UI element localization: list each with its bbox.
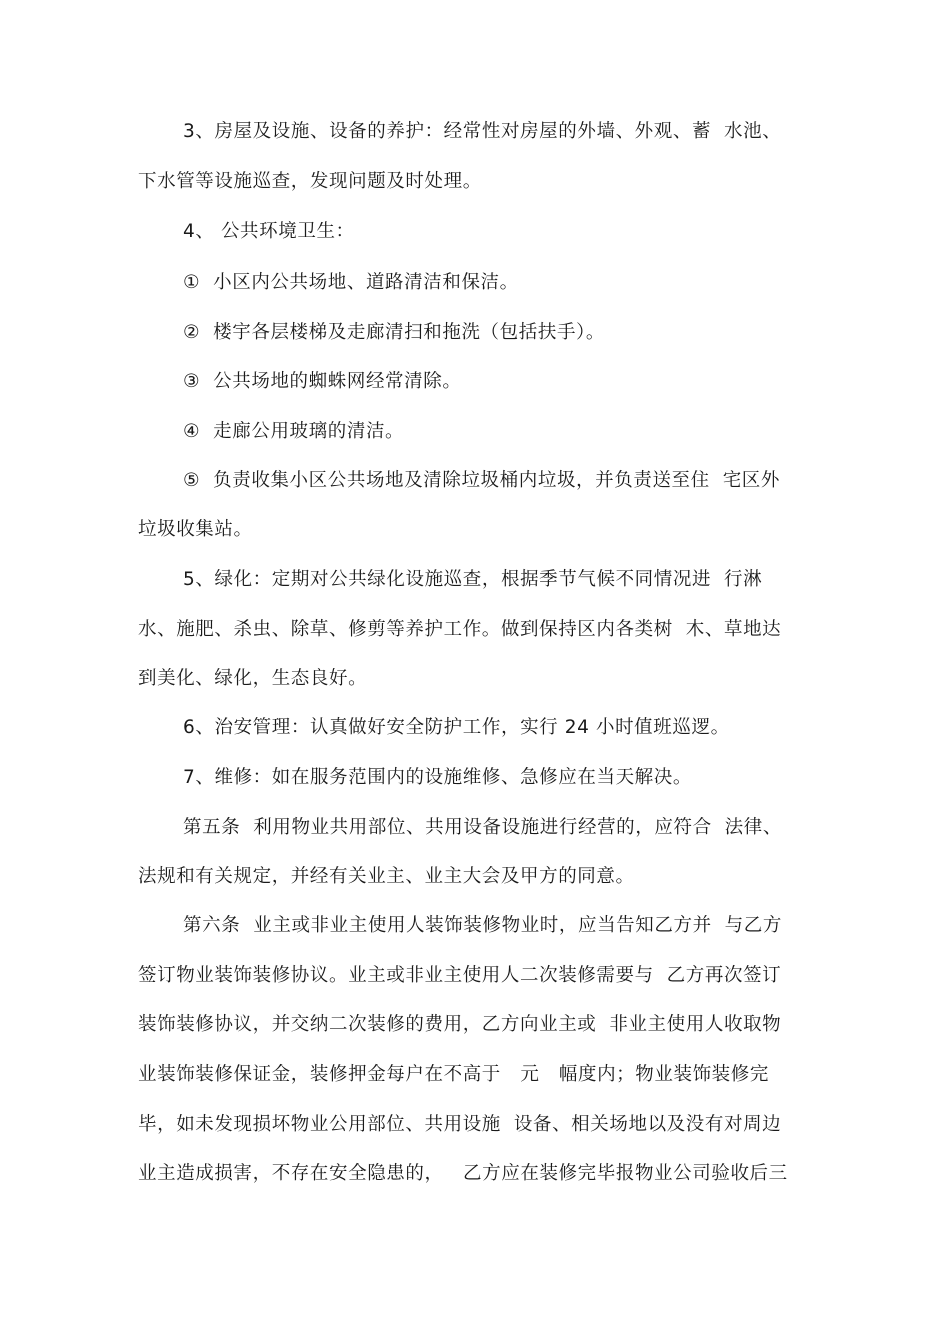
text-line: 毕，如未发现损坏物业公用部位、共用设施 设备、相关场地以及没有对周边 <box>138 1114 782 1135</box>
text-line: 7、维修：如在服务范围内的设施维修、急修应在当天解决。 <box>183 767 692 788</box>
text-line: 3、房屋及设施、设备的养护：经常性对房屋的外墙、外观、蓄 水池、 <box>183 121 782 142</box>
list-item: ④ 走廊公用玻璃的清洁。 <box>183 421 405 442</box>
list-item: ⑤ 负责收集小区公共场地及清除垃圾桶内垃圾，并负责送至住 宅区外 <box>183 470 781 491</box>
list-item: ① 小区内公共场地、道路清洁和保洁。 <box>183 272 519 293</box>
text-line: 业装饰装修保证金，装修押金每户在不高于 元 幅度内；物业装饰装修完 <box>138 1064 769 1085</box>
text-line: 5、绿化：定期对公共绿化设施巡查，根据季节气候不同情况进 行淋 <box>183 569 763 590</box>
text-line: 6、治安管理：认真做好安全防护工作，实行 24 小时值班巡逻。 <box>183 717 730 738</box>
list-item: ③ 公共场地的蜘蛛网经常清除。 <box>183 371 462 392</box>
text-line: 装饰装修协议，并交纳二次装修的费用，乙方向业主或 非业主使用人收取物 <box>138 1014 782 1035</box>
text-line: 垃圾收集站。 <box>138 519 253 540</box>
text-line: 到美化、绿化，生态良好。 <box>138 668 368 689</box>
text-line: 第六条 业主或非业主使用人装饰装修物业时，应当告知乙方并 与乙方 <box>183 915 782 936</box>
text-line: 水、施肥、杀虫、除草、修剪等养护工作。做到保持区内各类树 木、草地达 <box>138 619 782 640</box>
section-heading: 4、 公共环境卫生： <box>183 221 355 242</box>
text-line: 下水管等设施巡查，发现问题及时处理。 <box>138 171 482 192</box>
text-line: 法规和有关规定，并经有关业主、业主大会及甲方的同意。 <box>138 866 635 887</box>
text-line: 业主造成损害，不存在安全隐患的， 乙方应在装修完毕报物业公司验收后三 <box>138 1163 788 1184</box>
list-item: ② 楼宇各层楼梯及走廊清扫和拖洗（包括扶手）。 <box>183 322 605 343</box>
text-line: 签订物业装饰装修协议。业主或非业主使用人二次装修需要与 乙方再次签订 <box>138 965 782 986</box>
text-line: 第五条 利用物业共用部位、共用设备设施进行经营的，应符合 法律、 <box>183 817 782 838</box>
